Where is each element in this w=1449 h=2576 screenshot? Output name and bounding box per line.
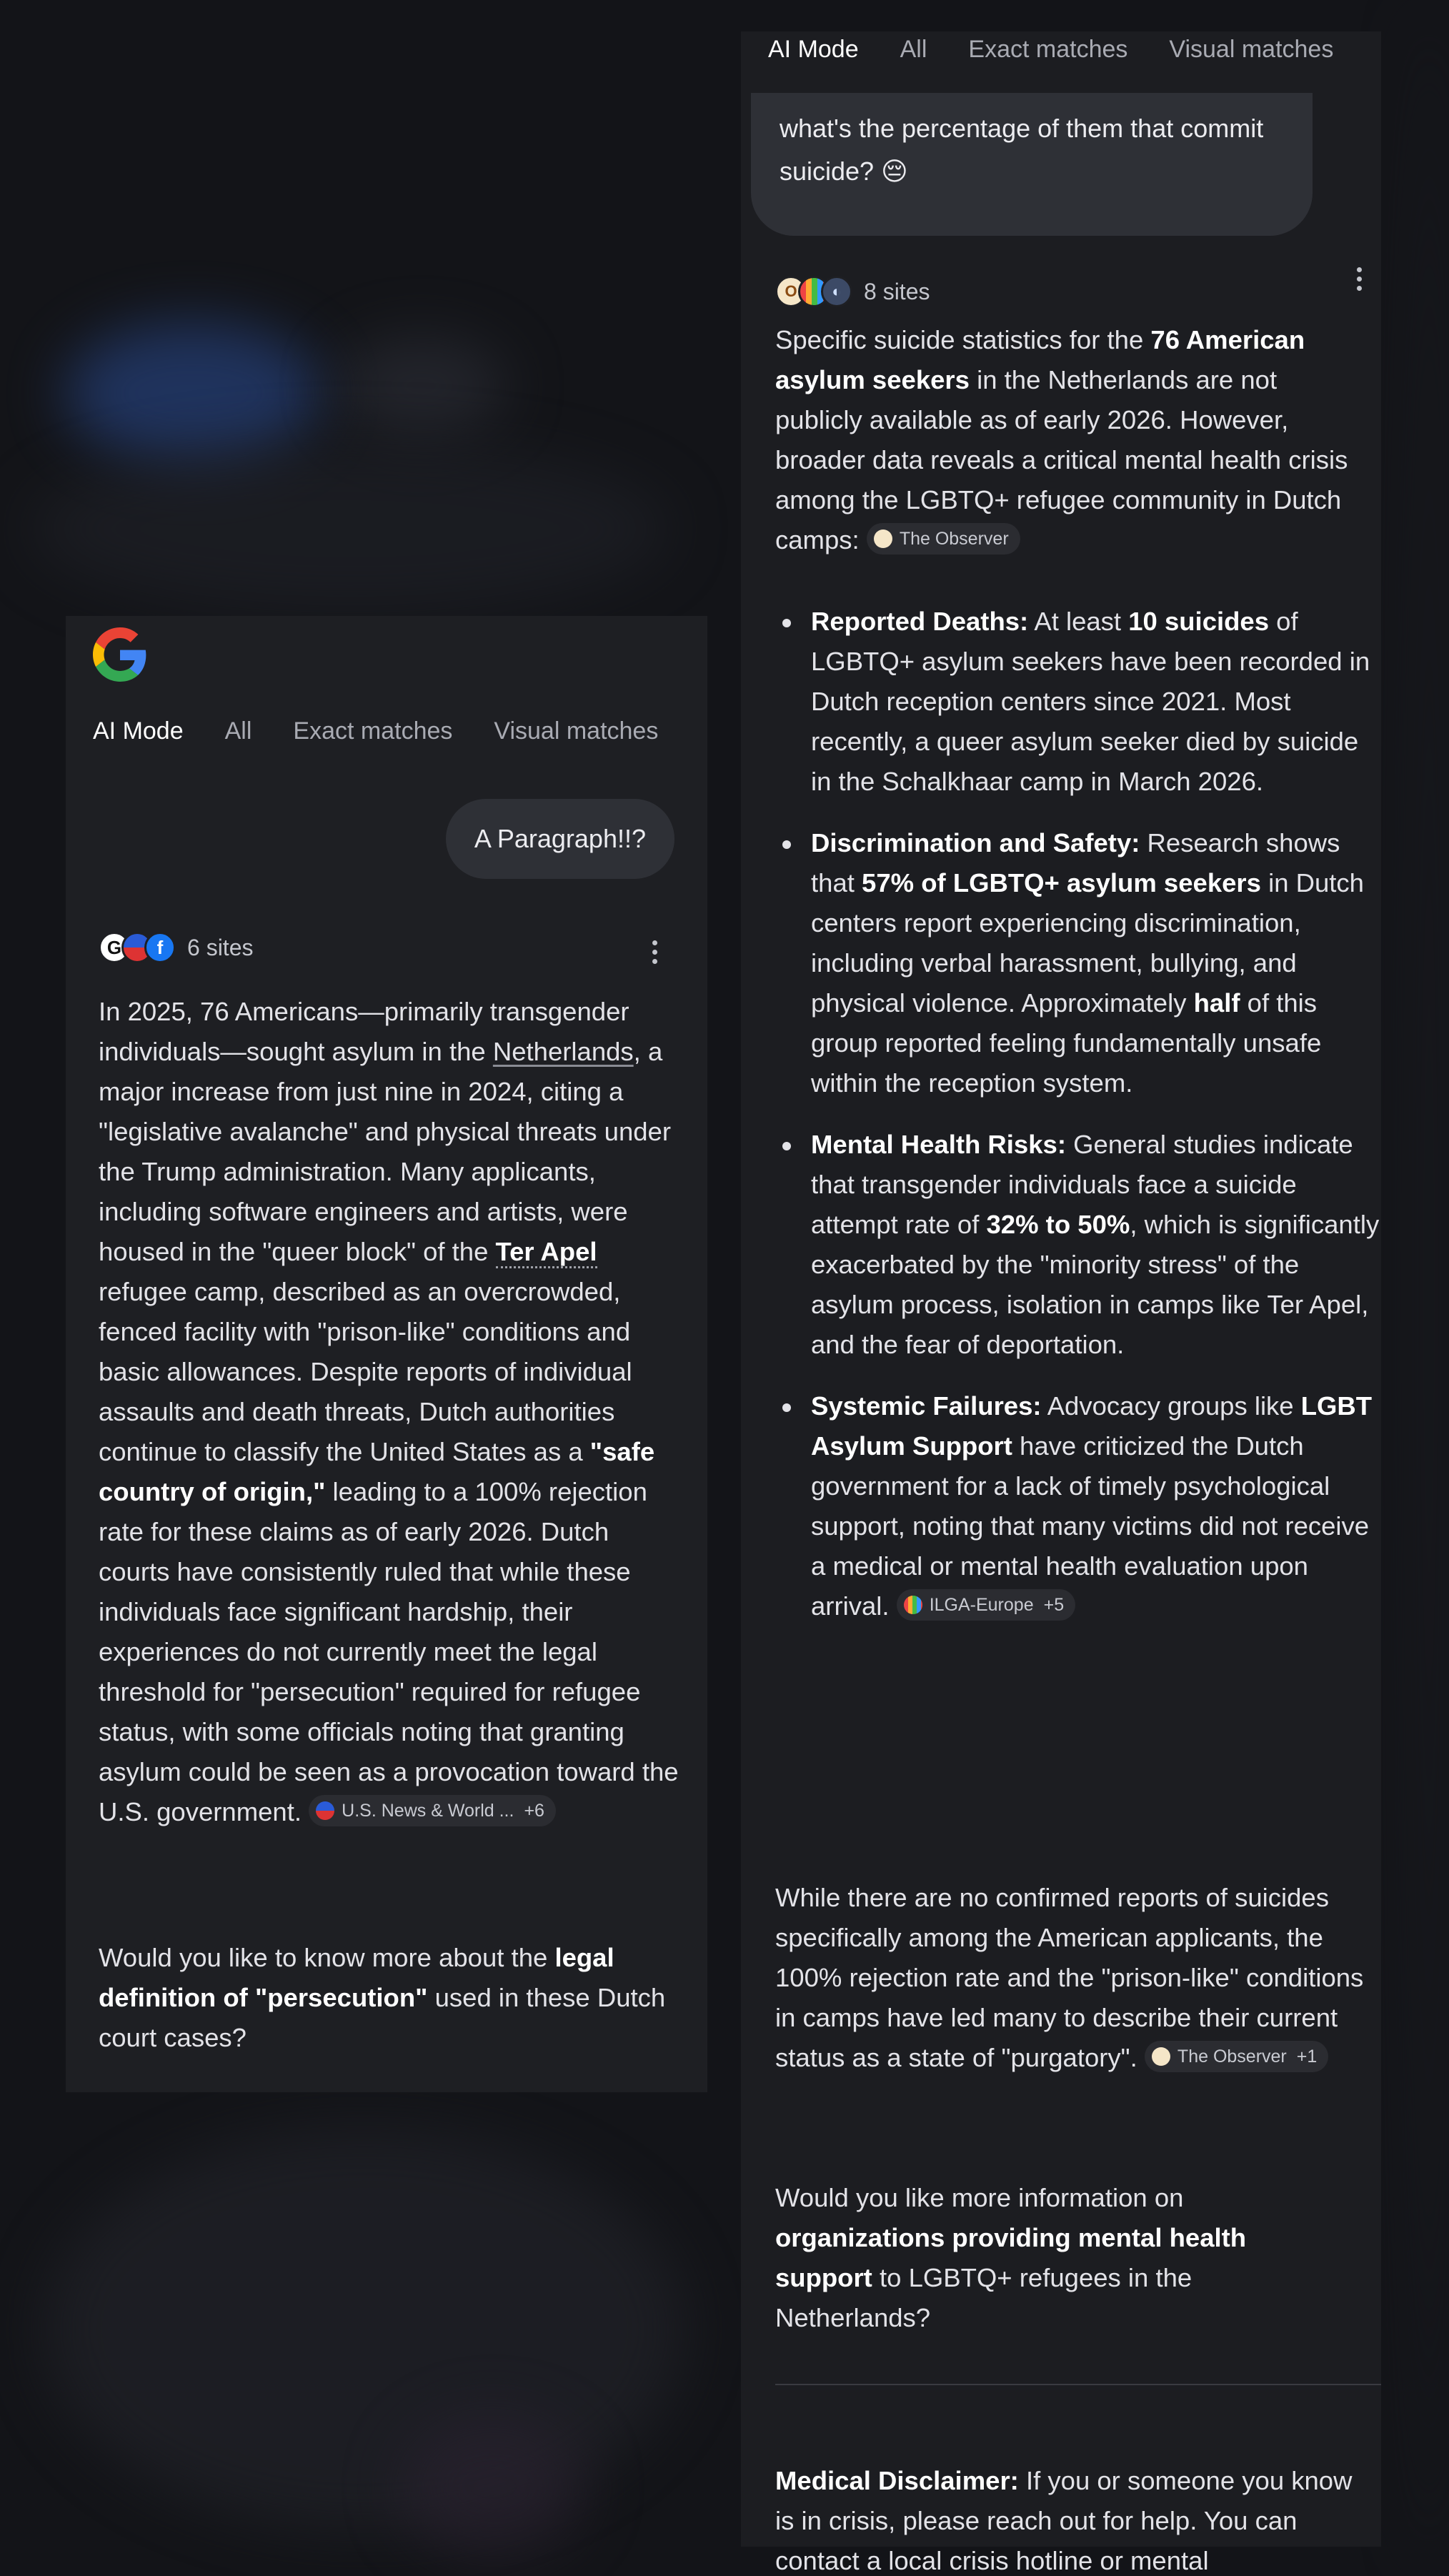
facebook-icon: f	[144, 932, 176, 963]
blurred-background	[64, 322, 322, 464]
ai-answer-closing: While there are no confirmed reports of suicides specifically among the American applicants, the 100% rejection rate and the "prison-like" conditions in camps have led many to describe their current status as a state of "purgatory". The Observer +1	[775, 1883, 1364, 2072]
netherlands-link[interactable]: Netherlands	[492, 1037, 634, 1066]
more-options-icon[interactable]	[1355, 267, 1363, 295]
left-ai-mode-card	[66, 616, 707, 2092]
ter-apel-link[interactable]: Ter Apel	[496, 1237, 597, 1268]
blurred-background	[336, 336, 507, 436]
observer-icon: O	[775, 276, 807, 307]
tab-visual-matches[interactable]: Visual matches	[494, 717, 659, 745]
tab-ai-mode[interactable]: AI Mode	[768, 36, 859, 63]
list-item: Mental Health Risks: General studies indicate that transgender individuals face a suicide attempt rate of 32% to 50%, which is significantly exacerbated by the "minority stress" of the asylum process, isolation in camps like Ter Apel, and the fear of deportation.	[775, 1125, 1381, 1365]
medical-disclaimer: Medical Disclaimer: If you or someone you know is in crisis, please reach out for help. You can contact a local crisis hotline or mental	[775, 2466, 1353, 2575]
blurred-background	[43, 2129, 686, 2530]
ilga-icon	[904, 1596, 922, 1614]
source-chip[interactable]: ILGA-Europe +5	[897, 1589, 1075, 1621]
right-ai-mode-panel	[741, 31, 1381, 2575]
blurred-background	[1400, 0, 1449, 2576]
ai-answer-paragraph: In 2025, 76 Americans—primarily transgender individuals—sought asylum in the Netherlands, a major increase from just nine in 2024, citing a "legislative avalanche" and physical threats under the Trump administration. Many applicants, including software engineers and artists, were housed in the "queer block" of the Ter Apel refugee camp, described as an overcrowded, fenced facility with "prison-like" conditions and basic allowances. Despite reports of individual assaults and death threats, Dutch authorities continue to classify the United States as a "safe country of origin," leading to a 100% rejection rate for these claims as of early 2026. Dutch courts have consistently ruled that while these individuals face significant hardship, their experiences do not currently meet the legal threshold for "persecution" required for refugee status, with some officials noting that granting asylum could be seen as a provocation toward the U.S. government. U.S. News & World ... +6	[99, 997, 679, 1826]
source-chip[interactable]: The Observer +1	[1145, 2041, 1328, 2072]
observer-icon	[1152, 2047, 1170, 2066]
tab-ai-mode[interactable]: AI Mode	[93, 717, 184, 745]
tab-exact-matches[interactable]: Exact matches	[968, 36, 1128, 63]
user-message-bubble: A Paragraph!!?	[446, 799, 674, 879]
source-chip[interactable]: The Observer	[867, 523, 1020, 555]
blurred-background	[29, 443, 672, 615]
guardian-icon: G	[99, 932, 130, 963]
blurred-background	[400, 2415, 586, 2558]
list-item: Discrimination and Safety: Research shows that 57% of LGBTQ+ asylum seekers in Dutch centers report experiencing discrimination, including verbal harassment, bullying, and physical violence. Approximately half of this group reported feeling fundamentally unsafe within the reception system.	[775, 823, 1381, 1103]
search-tabs	[768, 36, 1375, 64]
followup-question: Would you like to know more about the legal definition of "persecution" used in these Dutch court cases?	[99, 1943, 666, 2052]
divider	[775, 2384, 1381, 2385]
tab-all[interactable]: All	[900, 36, 927, 63]
tab-all[interactable]: All	[224, 717, 252, 745]
search-tabs	[93, 717, 699, 745]
observer-icon	[874, 529, 892, 548]
ai-answer-intro: Specific suicide statistics for the 76 American asylum seekers in the Netherlands are not publicly available as of early 2026. However, broader data reveals a critical mental health crisis among the LGBTQ+ refugee community in Dutch camps: The Observer	[775, 325, 1348, 555]
source-chip[interactable]: U.S. News & World ... +6	[309, 1795, 556, 1826]
more-options-icon[interactable]	[651, 940, 658, 968]
sources-button[interactable]	[99, 932, 253, 963]
us-news-icon	[316, 1801, 334, 1820]
tab-exact-matches[interactable]: Exact matches	[293, 717, 453, 745]
list-item: Reported Deaths: At least 10 suicides of LGBTQ+ asylum seekers have been recorded in Dutch reception centers since 2021. Most recently, a queer asylum seeker died by suicide in the Schalkhaar camp in March 2026.	[775, 602, 1381, 802]
sources-count: 6 sites	[187, 934, 254, 960]
user-message-bubble: what's the percentage of them that commit suicide? 😔	[751, 93, 1313, 236]
sources-button[interactable]	[775, 276, 930, 307]
followup-question: Would you like more information on organizations providing mental health support to LGBTQ+ refugees in the Netherlands?	[775, 2183, 1247, 2332]
google-logo-icon[interactable]	[93, 627, 147, 682]
stats-bullet-list	[775, 602, 1381, 1648]
list-item: Systemic Failures: Advocacy groups like LGBT Asylum Support have criticized the Dutch government for a lack of timely psychological support, noting that many victims did not receive a medical or mental health evaluation upon arrival. ILGA-Europe +5	[775, 1386, 1381, 1626]
tab-visual-matches[interactable]: Visual matches	[1169, 36, 1334, 63]
sources-count: 8 sites	[864, 278, 930, 304]
globe-icon: ◐	[821, 276, 852, 307]
